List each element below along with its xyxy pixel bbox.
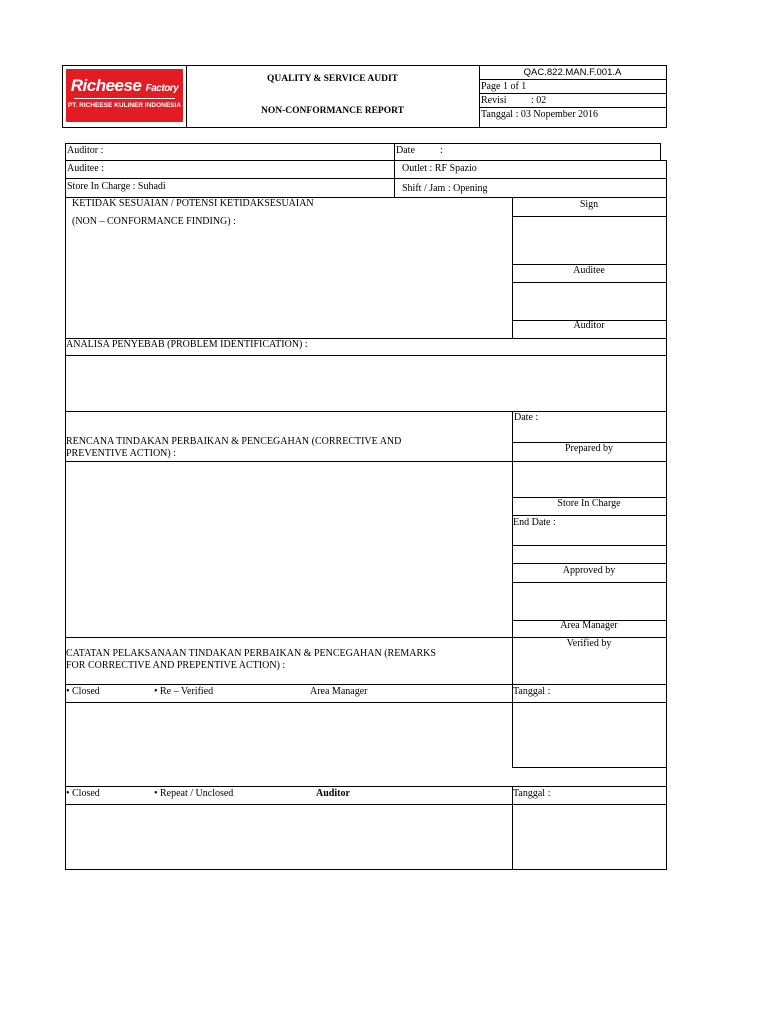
action-textarea[interactable]	[66, 462, 511, 637]
logo-company: PT. RICHEESE KULINER INDONESIA	[67, 102, 182, 109]
store-in-charge-field[interactable]: Store In Charge : Suhadi	[67, 181, 166, 192]
prepared-by-label: Prepared by	[564, 443, 614, 454]
repeat-unclosed-option[interactable]: • Repeat / Unclosed	[154, 788, 234, 799]
remarks-title: CATATAN PELAKSANAAN TINDAKAN PERBAIKAN & PENCEGAHAN (REMARKS	[66, 648, 436, 659]
remarks-subtitle: FOR CORRECTIVE AND PREPENTIVE ACTION) :	[66, 660, 286, 671]
remarks-area-manager-textarea[interactable]	[66, 703, 666, 767]
revision-value: : 02	[531, 95, 547, 106]
action-subtitle: PREVENTIVE ACTION) :	[66, 448, 176, 459]
auditee-field[interactable]: Auditee :	[67, 163, 104, 174]
area-manager-role: Area Manager	[310, 686, 368, 697]
area-manager-sign-label: Area Manager	[560, 620, 618, 631]
action-title: RENCANA TINDAKAN PERBAIKAN & PENCEGAHAN (CORRECTIVE AND	[66, 436, 402, 447]
auditee-signature-box[interactable]	[513, 217, 666, 264]
finding-subtitle: (NON – CONFORMANCE FINDING) :	[72, 216, 236, 227]
form-subtitle: NON-CONFORMANCE REPORT	[261, 106, 404, 116]
tanggal-field-2[interactable]: Tanggal :	[513, 788, 551, 799]
prepared-signature-box[interactable]	[513, 462, 666, 497]
date-field-label: Date	[396, 145, 415, 156]
verified-by-label: Verified by	[566, 638, 612, 649]
auditor-field[interactable]: Auditor :	[67, 145, 104, 156]
remarks-auditor-textarea[interactable]	[66, 805, 666, 869]
company-logo	[66, 69, 183, 122]
action-date-field[interactable]: Date :	[514, 412, 539, 423]
approved-signature-box[interactable]	[513, 583, 666, 620]
date-field[interactable]: :	[440, 145, 443, 156]
auditor-sign-label: Auditor	[573, 320, 605, 331]
approved-by-label: Approved by	[562, 565, 616, 576]
shift-field[interactable]: Shift / Jam : Opening	[402, 183, 488, 194]
tanggal-field-1[interactable]: Tanggal :	[513, 686, 551, 697]
page-number: Page 1 of 1	[481, 81, 527, 92]
sign-label: Sign	[579, 199, 599, 210]
revision-label: Revisi	[481, 95, 507, 106]
closed-option-2[interactable]: • Closed	[66, 788, 100, 799]
form-title: QUALITY & SERVICE AUDIT	[266, 74, 399, 84]
doc-date: Tanggal : 03 Nopember 2016	[481, 109, 599, 120]
store-in-charge-sign-label: Store In Charge	[557, 498, 621, 509]
analysis-title: ANALISA PENYEBAB (PROBLEM IDENTIFICATION) :	[66, 339, 308, 350]
outlet-field[interactable]: Outlet : RF Spazio	[402, 163, 477, 174]
auditor-role: Auditor	[316, 788, 350, 799]
analysis-textarea[interactable]	[66, 356, 666, 411]
doc-code: QAC.822.MAN.F.001.A	[523, 67, 622, 78]
logo-brand: Richeese Factory	[70, 76, 179, 95]
finding-title: KETIDAK SESUAIAN / POTENSI KETIDAKSESUAIAN	[72, 198, 314, 209]
end-date-field[interactable]: End Date :	[513, 517, 556, 528]
closed-option-1[interactable]: • Closed	[66, 686, 100, 697]
reverified-option[interactable]: • Re – Verified	[154, 686, 214, 697]
auditee-sign-label: Auditee	[573, 265, 605, 276]
auditor-signature-box[interactable]	[513, 283, 666, 320]
finding-textarea[interactable]	[66, 232, 511, 337]
